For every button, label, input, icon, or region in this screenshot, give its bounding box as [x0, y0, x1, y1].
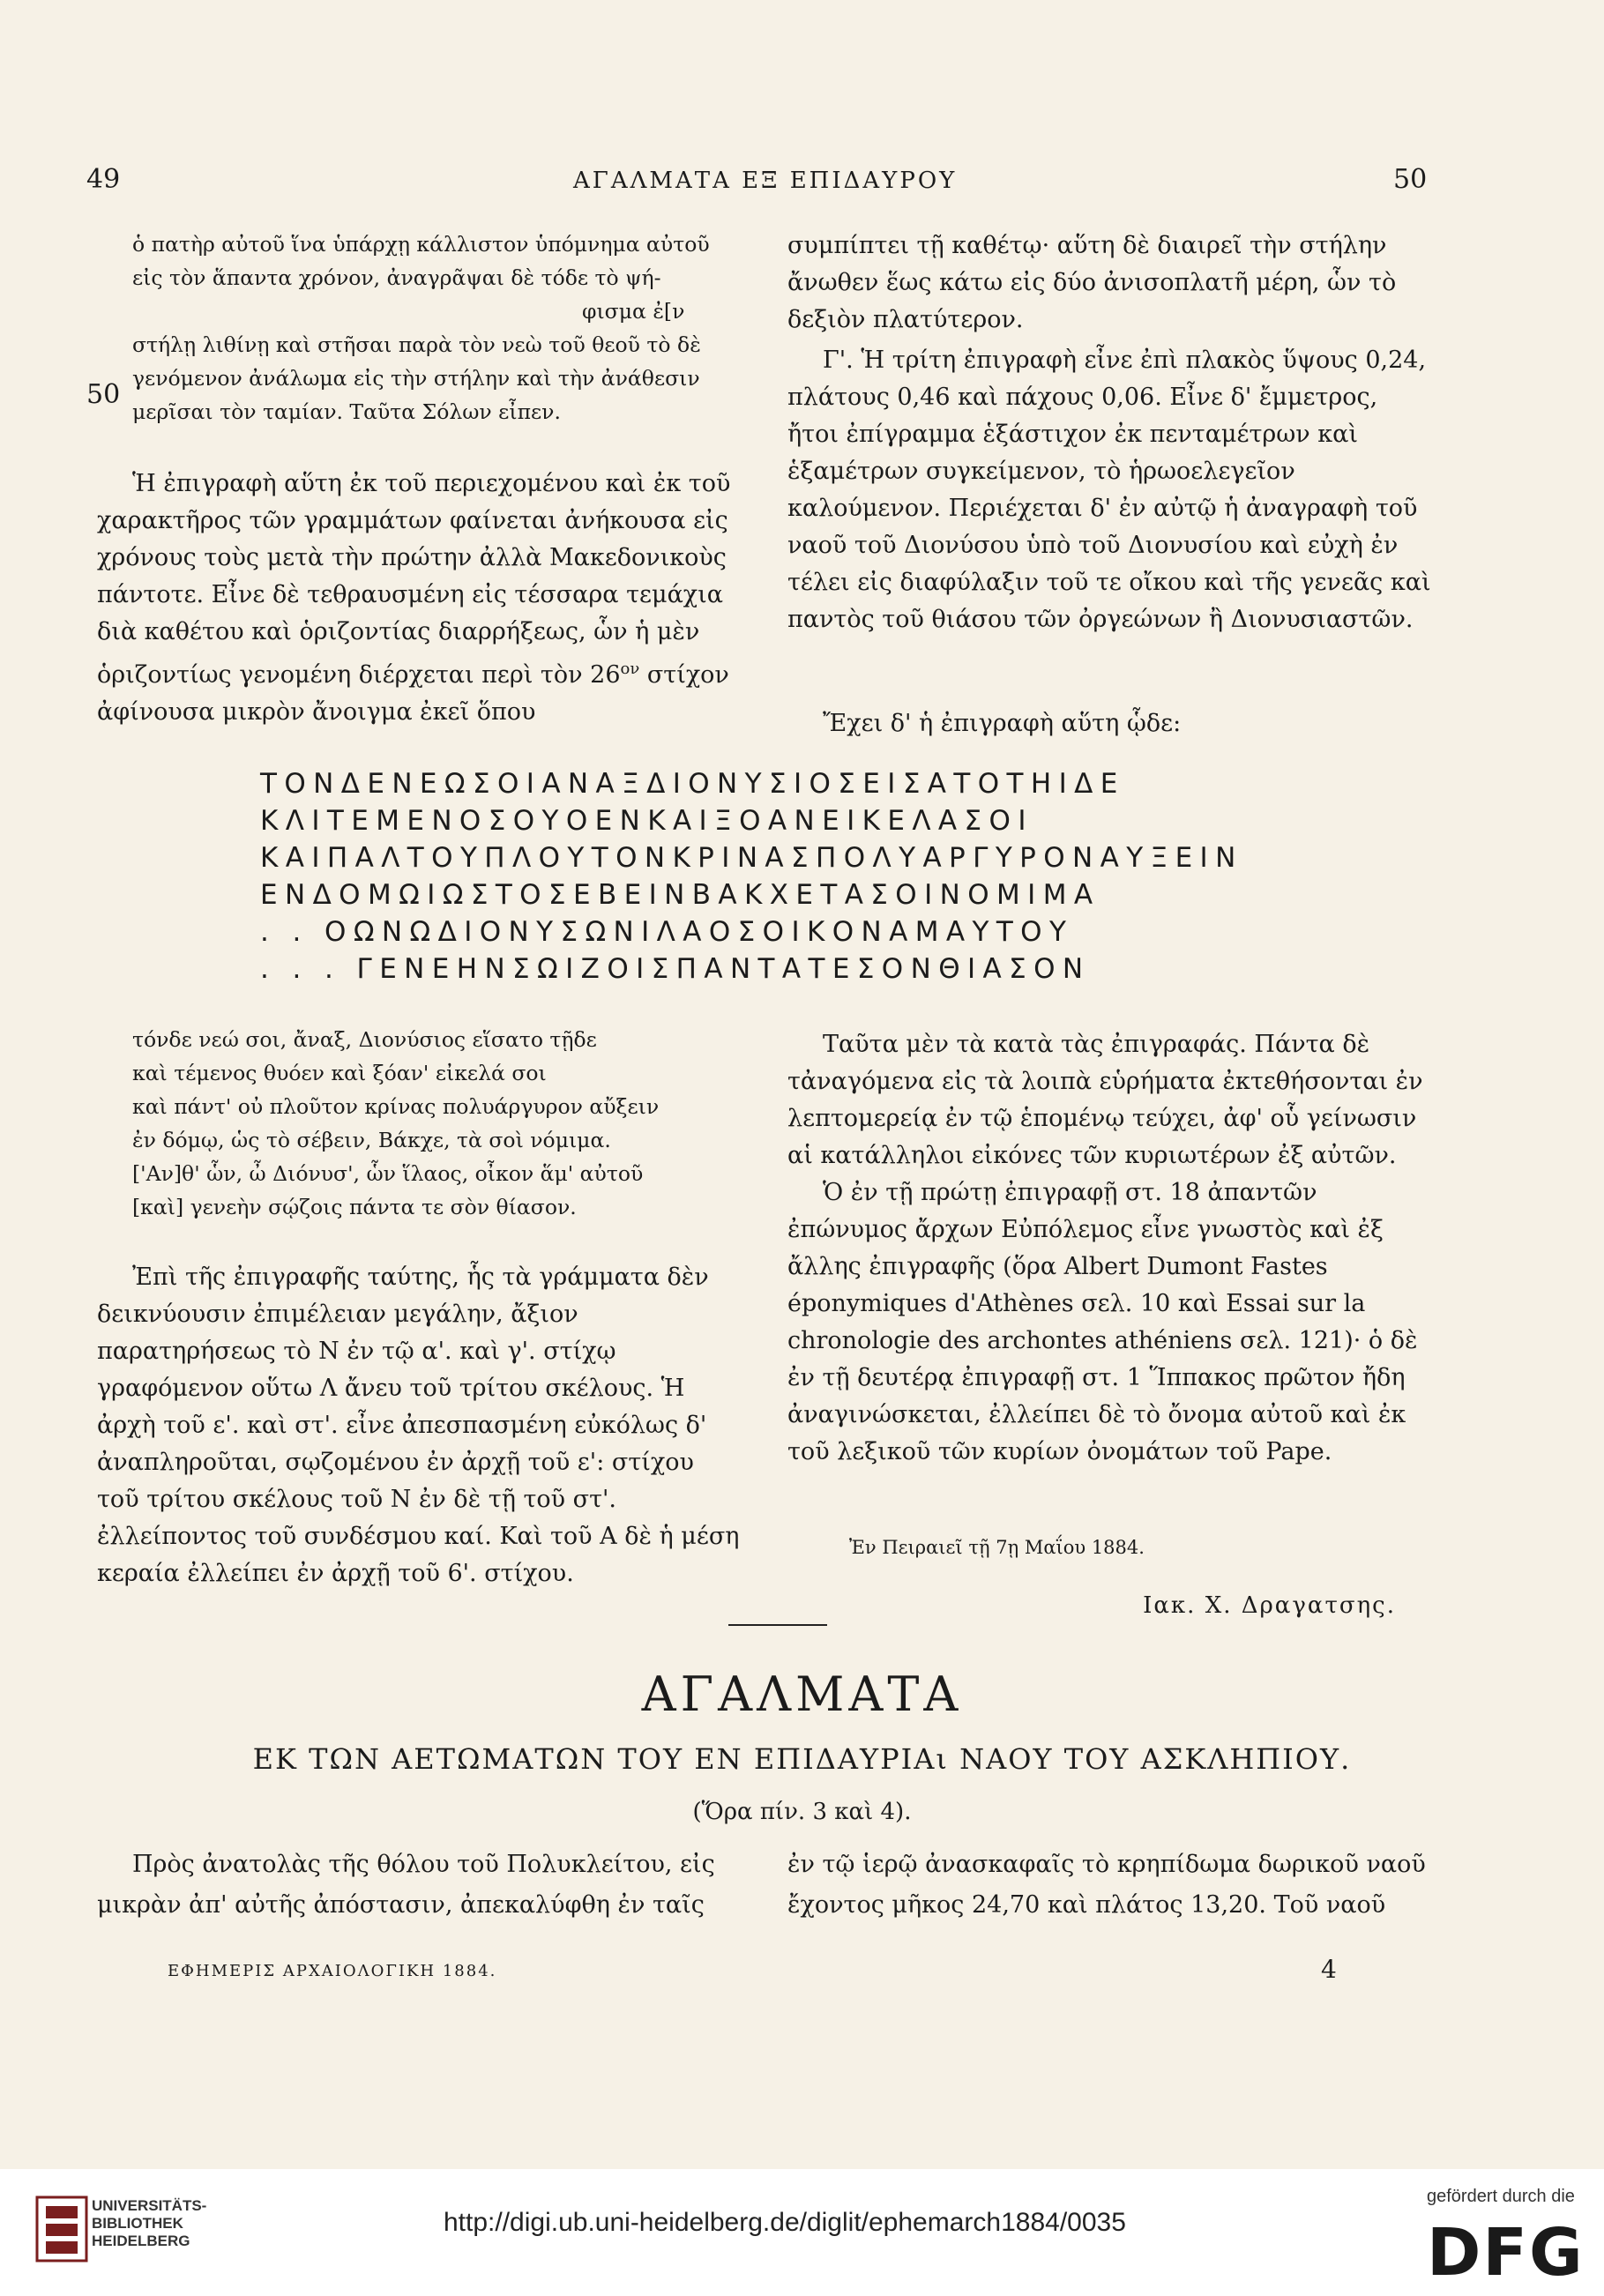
poem-line: ἐν δόμῳ, ὡς τὸ σέβειν, Βάκχε, τὰ σοὶ νόμιμα.	[132, 1128, 611, 1152]
decree-line: γενόμενον ἀνάλωμα εἰς τὴν στήλην καὶ τὴν ἀνάθεσιν	[132, 366, 700, 391]
library-name	[92, 2197, 206, 2250]
paragraph-text: συμπίπτει τῇ καθέτῳ· αὕτη δὲ διαιρεῖ τὴν στήλην ἄνωθεν ἕως κάτω εἰς δύο ἀνισοπλατῆ μέρη, ὧν τὸ δεξιὸν πλατύτερον.	[787, 232, 1397, 333]
poem-line: [καὶ] γενεὴν σῴζοις πάντα τε σὸν θίασον.	[132, 1195, 577, 1219]
dfg-logo: DFG	[1427, 2215, 1585, 2291]
date-text: Ἐν Πειραιεῖ τῇ 7ῃ Μαΐου 1884.	[849, 1537, 1145, 1558]
decree-line: στήλῃ λιθίνῃ καὶ στῆσαι παρὰ τὸν νεὼ τοῦ θεοῦ τὸ δὲ	[132, 332, 701, 357]
page-number-right: 50	[1393, 164, 1428, 195]
right-paragraph-3	[787, 1026, 1431, 1471]
signature	[787, 1587, 1396, 1624]
verse-number: 26	[590, 661, 621, 689]
digitization-credits-bar	[0, 2169, 1604, 2296]
section-title: ΑΓΑΛΜΑΤΑ	[641, 1666, 963, 1722]
poem-line: καὶ πάντ' οὐ πλοῦτον κρίνας πολυάργυρον αὔξειν	[132, 1094, 660, 1119]
poem-line: καὶ τέμενος θυόεν καὶ ξόαν' εἰκελά σοι	[132, 1061, 547, 1085]
paragraph-text: Ἡ ἐπιγραφὴ αὕτη ἐκ τοῦ περιεχομένου καὶ ἐκ τοῦ χαρακτῆρος τῶν γραμμάτων φαίνεται ἀνήκουσα εἰς χρόνους τοὺς μετὰ τὴν πρώτην ἀλλὰ Μακεδονικοὺς πάντοτε. Εἶνε δὲ τεθραυσμένη εἰς τέσσαρα τεμάχια διὰ καθέτου καὶ ὁριζοντίας διαρρήξεως, ὧν ἡ μὲν ὁριζοντίως γενομένη διέρχεται περὶ τὸν	[97, 470, 731, 689]
paragraph-text: ἐν τῷ ἱερῷ ἀνασκαφαῖς τὸ κρηπίδωμα δωρικοῦ ναοῦ ἔχοντος μῆκος 24,70 καὶ πλάτος 13,20. Τοῦ ναοῦ	[787, 1851, 1426, 1919]
paragraph-text: Ταῦτα μὲν τὰ κατὰ τὰς ἐπιγραφάς. Πάντα δὲ τἀναγόμενα εἰς τὰ λοιπὰ εὑρήματα ἐκτεθήσονται ἐν λεπτομερείᾳ ἐν τῷ ἑπομένῳ τεύχει, ἀφ' οὗ γείνωσιν αἱ κατάλληλοι εἰκόνες τῶν κυριωτέρων ἐξ αὐτῶν.	[787, 1031, 1423, 1169]
running-title: ΑΓΑΛΜΑΤΑ ΕΞ ΕΠΙΔΑΥΡΟΥ	[573, 168, 958, 194]
paragraph-text: Γ'. Ἡ τρίτη ἐπιγραφὴ εἶνε ἐπὶ πλακὸς ὕψους 0,24, πλάτους 0,46 καὶ πάχους 0,06. Εἶνε δ' ἔμμετρος, ἤτοι ἐπίγραμμα ἑξάστιχον ἐκ πενταμέτρων καὶ ἑξαμέτρων συγκείμενον, τὸ ἡρωοελεγεῖον καλούμενον. Περιέχεται δ' ἐν αὐτῷ ἡ ἀναγραφὴ τοῦ ναοῦ τοῦ Διονύσου ὑπὸ τοῦ Διονυσίου καὶ εὐχὴ ἐν τέλει εἰς διαφύλαξιν τοῦ τε οἴκου καὶ τῆς γενεᾶς καὶ παντὸς τοῦ θιάσου τῶν ὀργεώνων ἢ Διονυσιαστῶν.	[787, 347, 1431, 633]
paragraph-text: Ἐπὶ τῆς ἐπιγραφῆς ταύτης, ἧς τὰ γράμματα δὲν δεικνύουσιν ἐπιμέλειαν μεγάλην, ἄξιον παρατηρήσεως τὸ Ν ἐν τῷ α'. καὶ γ'. στίχῳ γραφόμενον οὕτω Λ ἄνευ τοῦ τρίτου σκέλους. Ἡ ἀρχὴ τοῦ ε'. καὶ στ'. εἶνε ἀπεσπασμένη εὐκόλως δ' ἀναπληροῦται, σῳζομένου ἐν ἀρχῇ τοῦ ε': στίχου τοῦ τρίτου σκέλους τοῦ Ν ἐν δὲ τῇ τοῦ στ'. ἐλλείποντος τοῦ συνδέσμου καί. Καὶ τοῦ Α δὲ ἡ μέση κεραία ἐλλείπει ἐν ἀρχῇ τοῦ 6'. στίχου.	[97, 1264, 740, 1587]
paragraph-text: Ἔχει δ' ἡ ἐπιγραφὴ αὕτη ᾧδε:	[823, 710, 1182, 737]
paragraph-text: Πρὸς ἀνατολὰς τῆς θόλου τοῦ Πολυκλείτου, εἰς μικρὰν ἀπ' αὐτῆς ἀπόστασιν, ἀπεκαλύφθη ἐν ταῖς	[97, 1851, 715, 1919]
decree-line-number: 50	[86, 379, 121, 410]
section-subtitle: ΕΚ ΤΩΝ ΑΕΤΩΜΑΤΩΝ ΤΟΥ ΕΝ ΕΠΙΔΑΥΡΙΑι ΝΑΟΥ ΤΟΥ ΑΣΚΛΗΠΙΟΥ.	[252, 1742, 1352, 1776]
poem-line: τόνδε νεώ σοι, ἄναξ, Διονύσιος εἵσατο τῇδε	[132, 1027, 597, 1052]
source-url-link[interactable]: http://digi.ub.uni-heidelberg.de/diglit/ephemarch1884/0035	[444, 2208, 1126, 2237]
right-paragraph-1	[787, 342, 1431, 638]
right-paragraph-0	[787, 227, 1431, 339]
decree-text	[97, 227, 741, 429]
journal-footer: ΕΦΗΜΕΡΙΣ ΑΡΧΑΙΟΛΟΓΙΚΗ 1884.	[168, 1962, 497, 1980]
ordinal-suffix: ον	[620, 660, 640, 678]
inscription-line: . . ΟΩΝΩΔΙΟΝΥΣΩΝΙΛΑΟΣΟΙΚΟΝΑΜΑΥΤΟΥ	[260, 916, 1074, 948]
library-name-line: HEIDELBERG	[92, 2233, 190, 2249]
inscription-transcription	[260, 765, 1406, 988]
epigram-poem	[97, 1023, 741, 1224]
inscription-line: ΚΛΙΤΕΜΕΝΟΣΟΥΟΕΝΚΑΙΞΟΑΝΕΙΚΕΛΑΣΟΙ	[260, 805, 1033, 837]
page-number-left: 49	[86, 164, 121, 195]
library-name-line: UNIVERSITÄTS-	[92, 2197, 207, 2214]
funder-label: gefördert durch die	[1427, 2187, 1575, 2206]
inscription-line: ΤΟΝΔΕΝΕΩΣΟΙΑΝΑΞΔΙΟΝΥΣΙΟΣΕΙΣΑΤΟΤΗΙΔΕ	[260, 768, 1125, 800]
dateline	[787, 1529, 1431, 1566]
decree-line: μερῖσαι τὸν ταμίαν. Ταῦτα Σόλων εἶπεν.	[132, 399, 561, 424]
left-paragraph-2	[97, 1259, 741, 1592]
left-paragraph-1	[97, 466, 741, 731]
library-name-line: BIBLIOTHEK	[92, 2215, 183, 2232]
author-signature: Ιακ. Χ. Δραγατσης.	[1143, 1592, 1396, 1619]
decree-line: εἰς τὸν ἅπαντα χρόνον, ἀναγρᾶψαι δὲ τόδε τὸ ψή-	[132, 265, 661, 290]
library-seal-icon	[35, 2195, 88, 2262]
inscription-line: ΚΑΙΠΑΛΤΟΥΠΛΟΥΤΟΝΚΡΙΝΑΣΠΟΛΥΑΡΓΥΡΟΝΑΥΞΕΙΝ	[260, 842, 1243, 874]
decree-line: ὁ πατὴρ αὐτοῦ ἵνα ὑπάρχῃ κάλλιστον ὑπόμνημα αὐτοῦ	[132, 232, 710, 257]
sheet-number: 4	[1321, 1955, 1337, 1984]
decree-line: φισμα ἐ[ν	[582, 299, 685, 324]
section-divider	[728, 1624, 827, 1626]
plate-reference: (Ὅρα πίν. 3 καὶ 4).	[692, 1799, 912, 1825]
paragraph-text-end: στίχον ἀφίνουσα μικρὸν ἄνοιγμα ἐκεῖ ὅπου	[97, 661, 729, 726]
inscription-line: ΕΝΔΟΜΩΙΩΣΤΟΣΕΒΕΙΝΒΑΚΧΕΤΑΣΟΙΝΟΜΙΜΑ	[260, 879, 1100, 911]
right-paragraph-2	[787, 705, 1431, 742]
section-left-text	[97, 1845, 741, 1926]
section-right-text	[787, 1845, 1431, 1926]
poem-line: ['Αν]θ' ὧν, ὦ Διόνυσ', ὧν ἵλαος, οἶκον ἅμ' αὐτοῦ	[132, 1161, 644, 1186]
inscription-line: . . . ΓΕΝΕΗΝΣΩΙΖΟΙΣΠΑΝΤΑΤΕΣΟΝΘΙΑΣΟΝ	[260, 953, 1091, 985]
paragraph-text: Ὁ ἐν τῇ πρώτῃ ἐπιγραφῇ στ. 18 ἀπαντῶν ἐπώνυμος ἄρχων Εὐπόλεμος εἶνε γνωστὸς καὶ ἐξ ἄλλης ἐπιγραφῆς (ὅρα Albert Dumont Fastes éponymiques d'Athènes σελ. 10 καὶ Essai sur la chronologie des archontes athéniens σελ. 121)· ὁ δὲ ἐν τῇ δευτέρᾳ ἐπιγραφῇ στ. 1 Ἵππακος πρῶτον ἤδη ἀναγινώσκεται, ἐλλείπει δὲ τὸ ὄνομα αὐτοῦ καὶ ἐκ τοῦ λεξικοῦ τῶν κυρίων ὀνομάτων τοῦ Pape.	[787, 1179, 1418, 1465]
